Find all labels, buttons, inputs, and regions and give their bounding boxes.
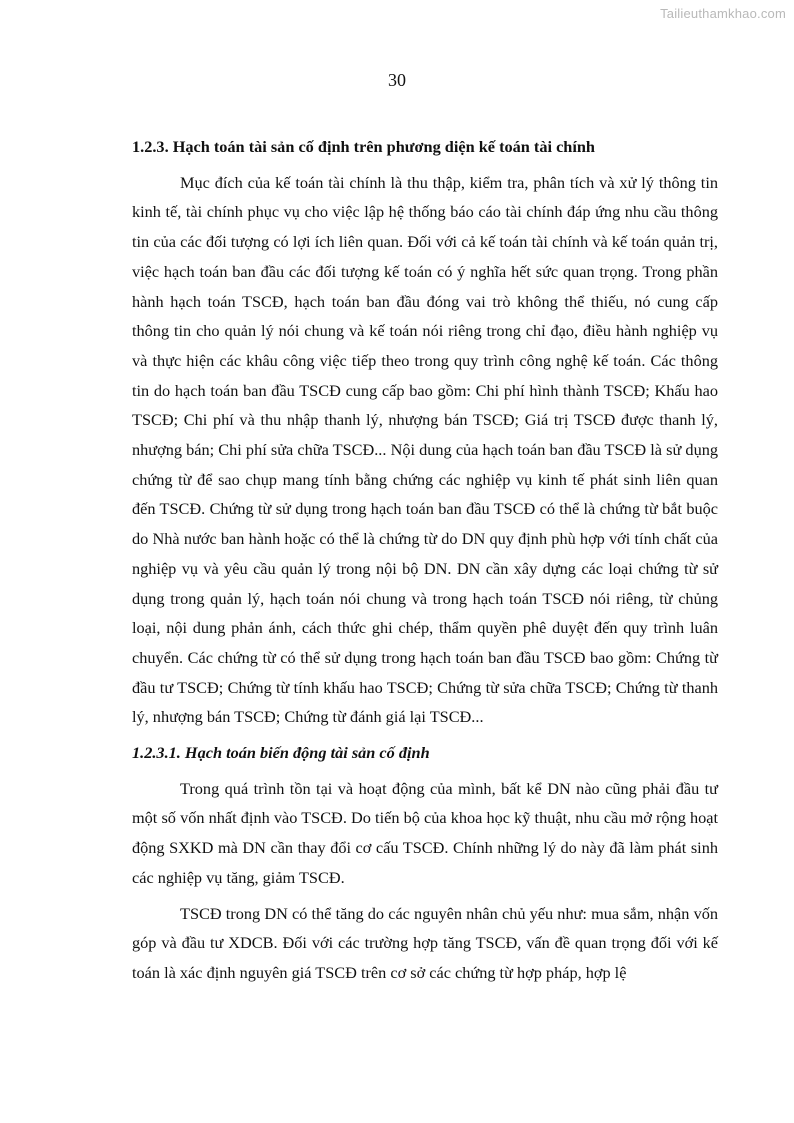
- subsection-paragraph-2: TSCĐ trong DN có thể tăng do các nguyên nhân chủ yếu như: mua sắm, nhận vốn góp và đầu tư XDCB. Đối với các trường hợp tăng TSCĐ, vấn đề quan trọng đối với kế toán là xác định nguyên giá TSCĐ trên cơ sở các chứng từ hợp pháp, hợp lệ: [132, 903, 718, 982]
- subsection-paragraph-1: Trong quá trình tồn tại và hoạt động của mình, bất kể DN nào cũng phải đầu tư một số vốn nhất định vào TSCĐ. Do tiến bộ của khoa học kỹ thuật, nhu cầu mở rộng hoạt động SXKD mà DN cần thay đổi cơ cấu TSCĐ. Chính những lý do này đã làm phát sinh các nghiệp vụ tăng, giảm TSCĐ.: [132, 778, 718, 887]
- section-heading: 1.2.3. Hạch toán tài sản cố định trên phương diện kế toán tài chính: [132, 137, 595, 156]
- subsection-heading: 1.2.3.1. Hạch toán biến động tài sản cố định: [132, 743, 430, 763]
- watermark: Tailieuthamkhao.com: [660, 6, 786, 21]
- section-paragraph: Mục đích của kế toán tài chính là thu thập, kiểm tra, phân tích và xử lý thông tin kinh tế, tài chính phục vụ cho việc lập hệ thống báo cáo tài chính đáp ứng nhu cầu thông tin của các đối tượng có lợi ích liên quan. Đối với cả kế toán tài chính và kế toán quản trị, việc hạch toán ban đầu các đối tượng kế toán có ý nghĩa hết sức quan trọng. Trong phần hành hạch toán TSCĐ, hạch toán ban đầu đóng vai trò không thể thiếu, nó cung cấp thông tin cho quản lý nói chung và kế toán nói riêng trong chỉ đạo, điều hành nghiệp vụ và thực hiện các khâu công việc tiếp theo trong quy trình công nghệ kế toán. Các thông tin do hạch toán ban đầu TSCĐ cung cấp bao gồm: Chi phí hình thành TSCĐ; Khấu hao TSCĐ; Chi phí và thu nhập thanh lý, nhượng bán TSCĐ; Giá trị TSCĐ được thanh lý, nhượng bán; Chi phí sửa chữa TSCĐ... Nội dung của hạch toán ban đầu TSCĐ là sử dụng chứng từ để sao chụp mang tính bằng chứng các nghiệp vụ kinh tế phát sinh liên quan đến TSCĐ. Chứng từ sử dụng trong hạch toán ban đầu TSCĐ có thể là chứng từ bắt buộc do Nhà nước ban hành hoặc có thể là chứng từ do DN quy định phù hợp với tính chất của nghiệp vụ và yêu cầu quản lý trong nội bộ DN. DN cần xây dựng các loại chứng từ sử dụng trong quản lý, hạch toán nói chung và trong hạch toán TSCĐ nói riêng, từ chủng loại, nội dung phản ánh, cách thức ghi chép, thẩm quyền phê duyệt đến quy trình luân chuyển. Các chứng từ có thể sử dụng trong hạch toán ban đầu TSCĐ bao gồm: Chứng từ đầu tư TSCĐ; Chứng từ tính khấu hao TSCĐ; Chứng từ sửa chữa TSCĐ; Chứng từ thanh lý, nhượng bán TSCĐ; Chứng từ đánh giá lại TSCĐ...: [132, 172, 718, 727]
- document-body: [132, 132, 718, 994]
- page-number: 30: [388, 70, 406, 90]
